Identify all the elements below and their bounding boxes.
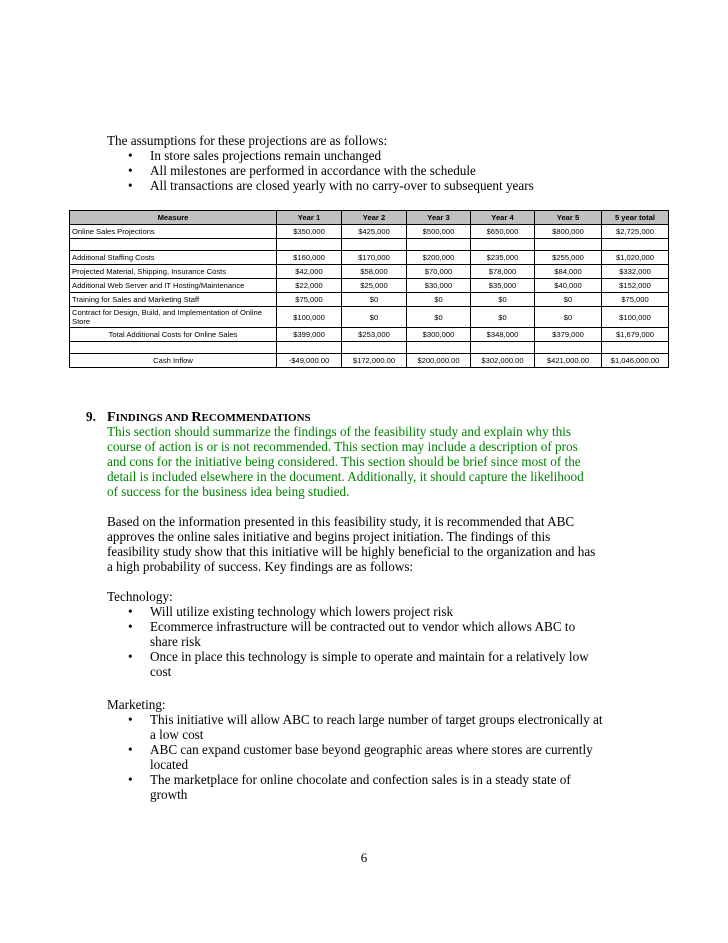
text-line: approves the online sales initiative and begins project initiation. The findings of this [107, 529, 551, 544]
row-label: Projected Material, Shipping, Insurance Costs [70, 265, 277, 279]
text-line: • ABC can expand customer base beyond geographic areas where stores are currently [150, 742, 593, 757]
assumptions-block [107, 133, 647, 193]
text-line: • This initiative will allow ABC to reach large number of target groups electronically at [150, 712, 603, 727]
cell: $500,000 [407, 225, 471, 239]
list-item [107, 772, 647, 802]
cell: $78,000 [471, 265, 535, 279]
cell: $160,000 [277, 251, 342, 265]
row-label: Training for Sales and Marketing Staff [70, 293, 277, 307]
column-header: Year 3 [407, 211, 471, 225]
cell: $170,000 [342, 251, 407, 265]
cell: $425,000 [342, 225, 407, 239]
text-line: a high probability of success. Key findings are as follows: [107, 559, 414, 574]
cell: $255,000 [535, 251, 602, 265]
list-item [107, 712, 647, 742]
text-line: This section should summarize the findings of the feasibility study and explain why this [107, 424, 572, 439]
cell: $0 [342, 307, 407, 328]
column-header: Year 1 [277, 211, 342, 225]
row-label: Total Additional Costs for Online Sales [70, 328, 277, 342]
text-line: detail is included elsewhere in the document. Additionally, it should capture the likelihood [107, 469, 584, 484]
heading-initial: R [191, 410, 202, 425]
text-line: feasibility study show that this initiative will be highly beneficial to the organization and has [107, 544, 596, 559]
projections-table [69, 210, 669, 368]
text-line: • Will utilize existing technology which lowers project risk [150, 604, 454, 619]
row-label: Additional Staffing Costs [70, 251, 277, 265]
cell: $350,000 [277, 225, 342, 239]
cell: $100,000 [277, 307, 342, 328]
page-number: 6 [360, 850, 368, 865]
technology-block [107, 589, 647, 679]
cell: $253,000 [342, 328, 407, 342]
cell: $25,000 [342, 279, 407, 293]
heading-initial: F [107, 410, 116, 425]
row-label: Online Sales Projections [70, 225, 277, 239]
technology-list [107, 604, 647, 679]
text-line: located [150, 757, 189, 772]
cell: $0 [407, 307, 471, 328]
cell: $40,000 [535, 279, 602, 293]
table-row [70, 307, 669, 328]
cell: $348,000 [471, 328, 535, 342]
cell: $1,046,000.00 [602, 354, 669, 368]
cell: $235,000 [471, 251, 535, 265]
cell: $379,000 [535, 328, 602, 342]
list-item: • All milestones are performed in accordance with the schedule [107, 163, 647, 178]
text-line: Based on the information presented in this feasibility study, it is recommended that ABC [107, 514, 575, 529]
column-header: Year 5 [535, 211, 602, 225]
table-row [70, 265, 669, 279]
cell: $800,000 [535, 225, 602, 239]
blank-row [70, 342, 669, 354]
marketing-list [107, 712, 647, 802]
cell: $0 [342, 293, 407, 307]
text-line: a low cost [150, 727, 204, 742]
table-header-row [70, 211, 669, 225]
text-line: course of action is or is not recommended. This section may include a description of pros [107, 439, 578, 454]
marketing-heading: Marketing: [107, 697, 166, 712]
text-line: • Once in place this technology is simple to operate and maintain for a relatively low [150, 649, 589, 664]
list-item: • All transactions are closed yearly with no carry-over to subsequent years [107, 178, 647, 193]
cell: $42,000 [277, 265, 342, 279]
cell: $172,000.00 [342, 354, 407, 368]
cell: $300,000 [407, 328, 471, 342]
recommendation-paragraph [107, 514, 647, 574]
cell: $100,000 [602, 307, 669, 328]
table-row [70, 251, 669, 265]
heading-part: ECOMMENDATIONS [201, 412, 311, 424]
table-row [70, 293, 669, 307]
guidance-paragraph [107, 424, 647, 499]
column-header: Measure [70, 211, 277, 225]
cell: $152,000 [602, 279, 669, 293]
cell: $302,000.00 [471, 354, 535, 368]
assumptions-list [107, 148, 647, 193]
cell: $2,725,000 [602, 225, 669, 239]
text-line: and cons for the initiative being considered. This section should be brief since most of the [107, 454, 581, 469]
cell: -$49,000.00 [277, 354, 342, 368]
list-item: • In store sales projections remain unchanged [107, 148, 647, 163]
row-label: Additional Web Server and IT Hosting/Maintenance [70, 279, 277, 293]
table-row [70, 354, 669, 368]
list-item [107, 619, 647, 649]
text-line: • The marketplace for online chocolate and confection sales is in a steady state of [150, 772, 571, 787]
text-line: cost [150, 664, 172, 679]
cell: $30,000 [407, 279, 471, 293]
column-header: Year 4 [471, 211, 535, 225]
marketing-block [107, 697, 647, 802]
cell: $35,000 [471, 279, 535, 293]
row-label: Cash Inflow [70, 354, 277, 368]
cell: $84,000 [535, 265, 602, 279]
row-label: Contract for Design, Build, and Implementation of Online Store [70, 307, 277, 328]
cell: $58,000 [342, 265, 407, 279]
table-row [70, 225, 669, 239]
table-row [70, 328, 669, 342]
cell: $0 [471, 293, 535, 307]
cell: $1,679,000 [602, 328, 669, 342]
cell: $399,000 [277, 328, 342, 342]
text-line: • Ecommerce infrastructure will be contracted out to vendor which allows ABC to [150, 619, 576, 634]
cell: $0 [535, 307, 602, 328]
column-header: 5 year total [602, 211, 669, 225]
text-line: of success for the business idea being studied. [107, 484, 350, 499]
list-item [107, 742, 647, 772]
cell: $22,000 [277, 279, 342, 293]
cell: $200,000.00 [407, 354, 471, 368]
cell: $75,000 [277, 293, 342, 307]
cell: $0 [471, 307, 535, 328]
cell: $200,000 [407, 251, 471, 265]
cell: $0 [535, 293, 602, 307]
blank-row [70, 239, 669, 251]
cell: $75,000 [602, 293, 669, 307]
cell: $70,000 [407, 265, 471, 279]
cell: $650,000 [471, 225, 535, 239]
text-line: share risk [150, 634, 201, 649]
heading-part: INDINGS AND [115, 412, 192, 424]
list-item [107, 649, 647, 679]
cell: $1,020,000 [602, 251, 669, 265]
list-item [107, 604, 647, 619]
cell: $332,000 [602, 265, 669, 279]
text-line: growth [150, 787, 188, 802]
cell: $421,000.00 [535, 354, 602, 368]
table-row [70, 279, 669, 293]
assumptions-intro: The assumptions for these projections are as follows: [107, 133, 388, 148]
section-number: 9. [86, 409, 96, 424]
technology-heading: Technology: [107, 589, 173, 604]
cell: $0 [407, 293, 471, 307]
column-header: Year 2 [342, 211, 407, 225]
